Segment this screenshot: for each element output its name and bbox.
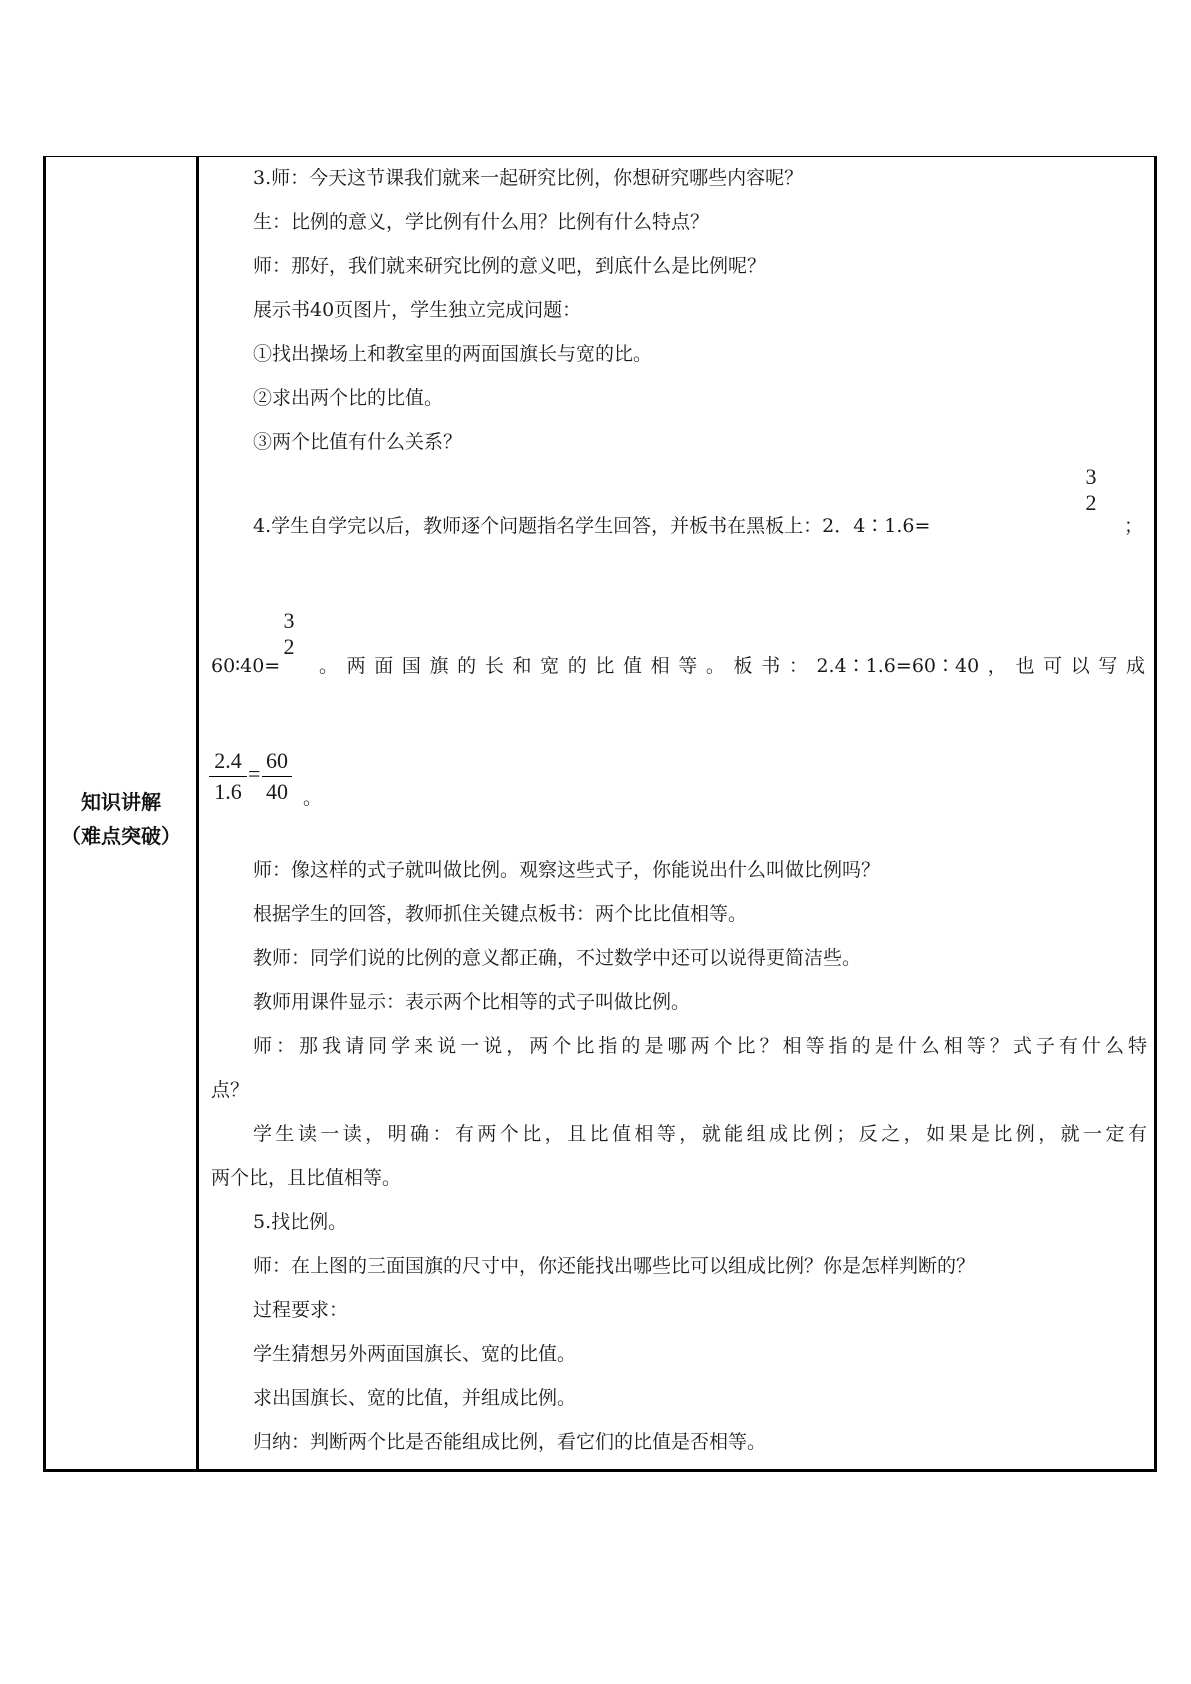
paragraph: 展示书40页图片，学生独立完成问题： [253,299,582,321]
column-divider [196,156,199,1472]
paragraph: 5.找比例。 [253,1211,348,1233]
paragraph: 4.学生自学完以后，教师逐个问题指名学生回答，并板书在黑板上：2．4∶1.6= [253,515,931,537]
fraction-denominator: 2 [1085,490,1097,515]
fraction-bar [209,776,247,777]
paragraph: 归纳：判断两个比是否能组成比例，看它们的比值是否相等。 [253,1431,767,1453]
list-item: ③两个比值有什么关系？ [253,431,463,453]
fraction-numerator: 60 [266,748,288,773]
section-label [46,785,196,853]
paragraph: 生：比例的意义，学比例有什么用？比例有什么特点？ [253,211,710,233]
paragraph: 求出国旗长、宽的比值，并组成比例。 [253,1387,577,1409]
fraction-numerator: 3 [1085,464,1097,489]
equals-sign: = [248,761,261,786]
section-label-line1: 知识讲解 [81,790,161,814]
paragraph: 师：那我请同学来说一说，两个比指的是哪两个比？相等指的是什么相等？式子有什么特 [253,1035,1147,1057]
equation-left-fraction [209,748,247,805]
paragraph: 。两面国旗的长和宽的比值相等。板书：2.4∶1.6=60∶40，也可以写成 [319,655,1145,677]
paragraph: 师：在上图的三面国旗的尺寸中，你还能找出哪些比可以组成比例？你是怎样判断的？ [253,1255,976,1277]
paragraph: 教师用课件显示：表示两个比相等的式子叫做比例。 [253,991,691,1013]
paragraph-continuation: 两个比，且比值相等。 [211,1167,402,1189]
paragraph: 师：像这样的式子就叫做比例。观察这些式子，你能说出什么叫做比例吗？ [253,859,881,881]
punctuation: ； [1124,515,1144,537]
fraction [278,608,300,660]
paragraph: 师：那好，我们就来研究比例的意义吧，到底什么是比例呢？ [253,255,767,277]
paragraph: 学生读一读，明确：有两个比，且比值相等，就能组成比例；反之，如果是比例，就一定有 [253,1123,1147,1145]
fraction [1080,464,1102,516]
paragraph: 过程要求： [253,1299,349,1321]
paragraph: 3.师：今天这节课我们就来一起研究比例，你想研究哪些内容呢？ [253,167,804,189]
equation-right-fraction [262,748,292,805]
punctuation: 。 [303,787,323,809]
paragraph: 根据学生的回答，教师抓住关键点板书：两个比比值相等。 [253,903,748,925]
fraction-bar [262,776,292,777]
section-label-line2: （难点突破） [61,824,181,848]
paragraph: 60∶40= [211,655,281,677]
paragraph-continuation: 点？ [211,1079,250,1101]
list-item: ①找出操场上和教室里的两面国旗长与宽的比。 [253,343,653,365]
list-item: ②求出两个比的比值。 [253,387,444,409]
fraction-denominator: 1.6 [214,779,242,804]
fraction-numerator: 2.4 [214,748,242,773]
fraction-numerator: 3 [283,608,295,633]
fraction-denominator: 2 [283,634,295,659]
fraction-denominator: 40 [266,779,288,804]
paragraph: 学生猜想另外两面国旗长、宽的比值。 [253,1343,577,1365]
paragraph: 教师：同学们说的比例的意义都正确，不过数学中还可以说得更简洁些。 [253,947,862,969]
